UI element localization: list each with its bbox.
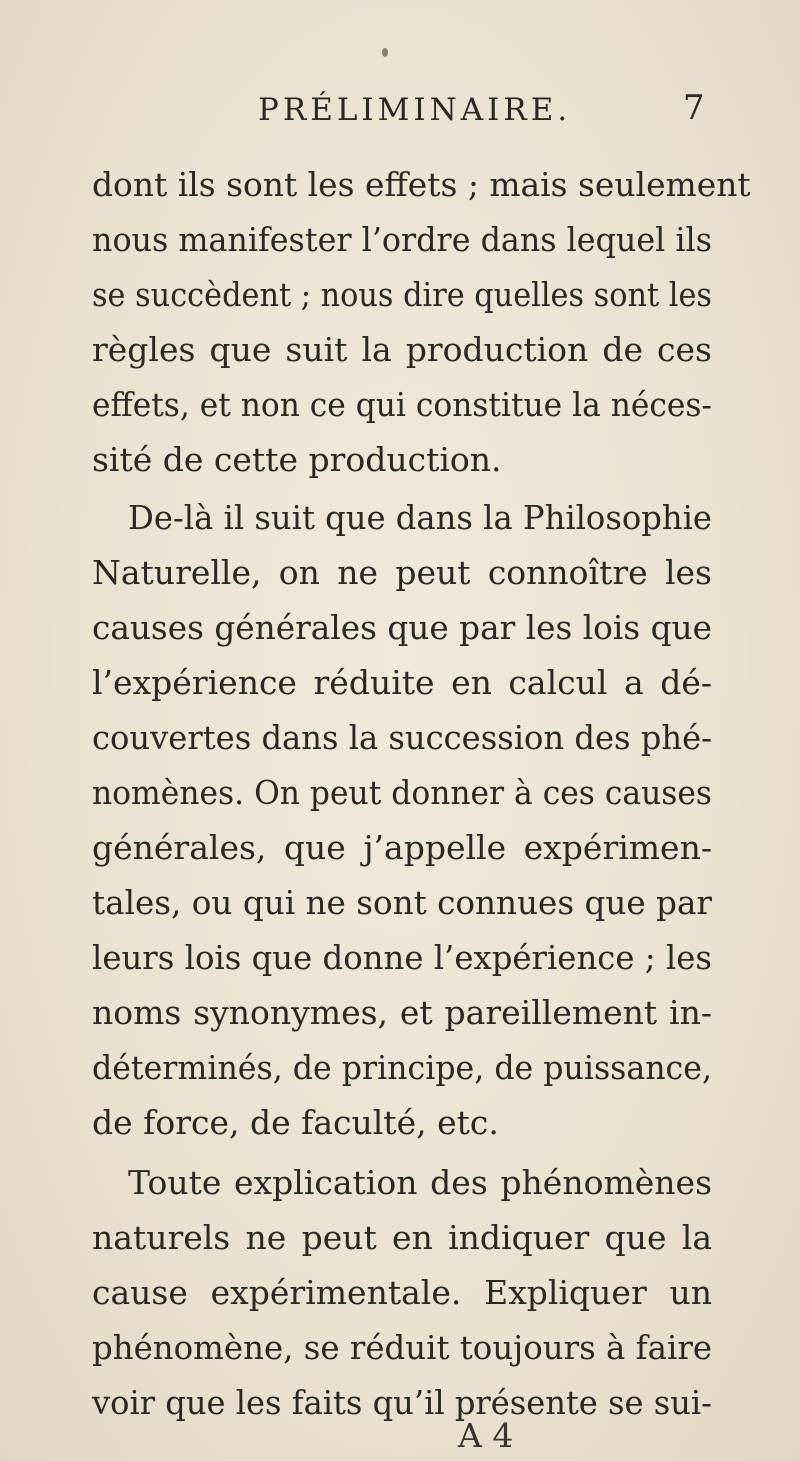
- text-line: causes générales que par les lois que: [92, 608, 712, 647]
- text-line: naturels ne peut en indiquer que la: [92, 1218, 712, 1257]
- text-line: leurs lois que donne l’expérience ; les: [92, 938, 712, 977]
- paragraph-first-line: De-là il suit que dans la Philosophie: [128, 498, 712, 537]
- text-line: règles que suit la production de ces: [92, 330, 712, 369]
- text-line: noms synonymes, et pareillement in-: [92, 993, 712, 1032]
- text-line: dont ils sont les effets ; mais seulement: [92, 165, 751, 204]
- signature-mark: A 4: [458, 1416, 514, 1455]
- text-line: Naturelle, on ne peut connoître les: [92, 553, 712, 592]
- text-line: nomènes. On peut donner à ces causes: [92, 773, 712, 812]
- text-line: sité de cette production.: [92, 440, 502, 479]
- text-line: cause expérimentale. Expliquer un: [92, 1273, 712, 1312]
- paragraph-first-line: Toute explication des phénomènes: [128, 1163, 712, 1202]
- running-head: [0, 88, 800, 132]
- text-line: couvertes dans la succession des phé-: [92, 718, 712, 757]
- text-line: de force, de faculté, etc.: [92, 1103, 499, 1142]
- text-line: déterminés, de principe, de puissance,: [92, 1048, 712, 1087]
- text-line: phénomène, se réduit toujours à faire: [92, 1328, 712, 1367]
- paper-speck: [382, 48, 388, 57]
- text-line: l’expérience réduite en calcul a dé-: [92, 663, 712, 702]
- page-number: 7: [683, 88, 705, 128]
- text-line: nous manifester l’ordre dans lequel ils: [92, 220, 712, 259]
- text-line: effets, et non ce qui constitue la néces-: [92, 385, 712, 424]
- text-line: tales, ou qui ne sont connues que par: [92, 883, 712, 922]
- text-line: se succèdent ; nous dire quelles sont les: [92, 275, 712, 314]
- text-line: voir que les faits qu’il présente se sui-: [92, 1383, 712, 1422]
- text-line: générales, que j’appelle expérimen-: [92, 828, 712, 867]
- running-title: PRÉLIMINAIRE.: [258, 92, 572, 128]
